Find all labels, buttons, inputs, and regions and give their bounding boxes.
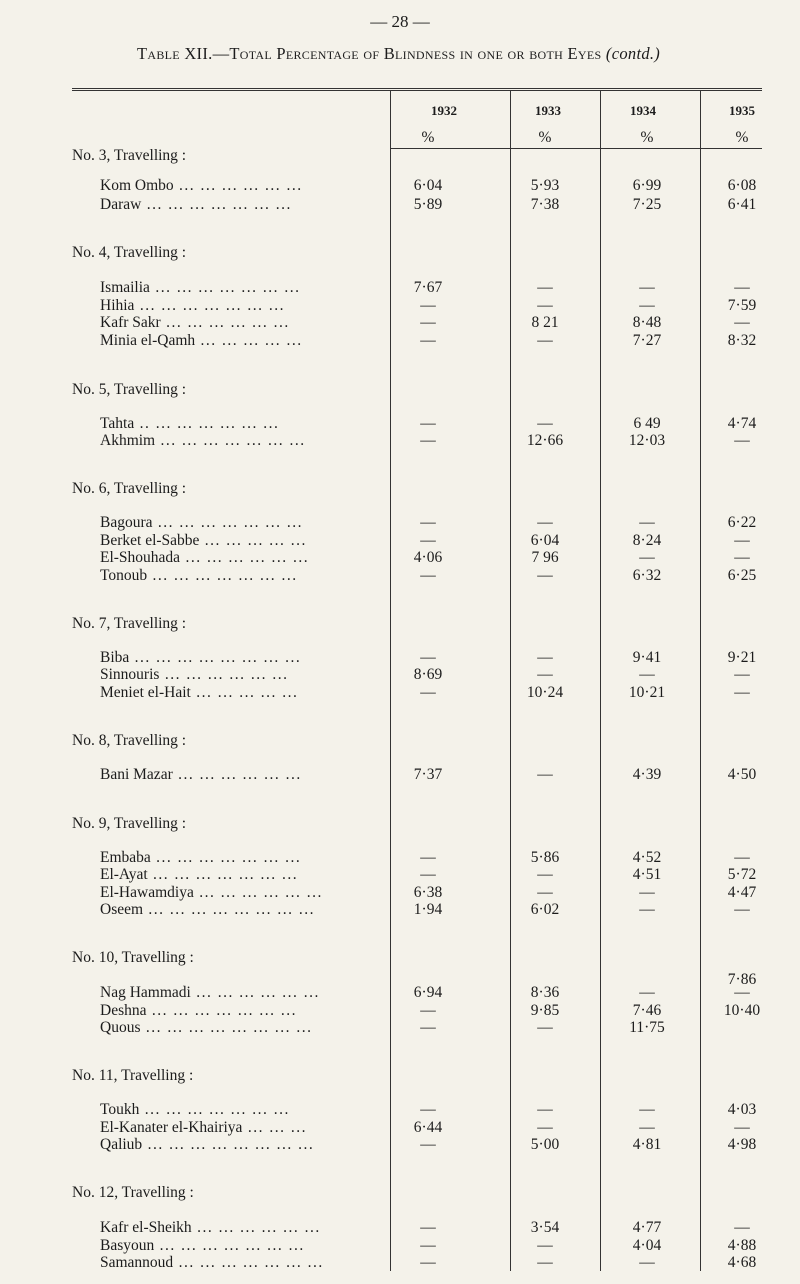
place-label: Qaliub [100, 1136, 143, 1153]
cell-1935: 4·50 [727, 766, 757, 783]
place-name [100, 684, 298, 702]
cell-1933: — [537, 866, 553, 883]
cell-1932: — [420, 849, 436, 866]
cell-1935: — [734, 432, 750, 449]
cell-1935: — [734, 901, 750, 918]
group-label: No. 3, Travelling : [72, 147, 187, 164]
cell-1934: 9·41 [632, 649, 662, 666]
table-row [0, 866, 800, 886]
cell-1932: — [420, 684, 436, 701]
title-suffix: (contd.) [605, 44, 661, 63]
group-heading-row [0, 1184, 800, 1204]
place-name [100, 432, 306, 450]
leader-dots: ... ... ... ... ... ... ... ... [140, 1019, 313, 1036]
cell-1935: 4·88 [727, 1237, 757, 1254]
cell-1933: — [537, 766, 553, 783]
table-row [0, 514, 800, 534]
group-label: No. 11, Travelling : [72, 1067, 194, 1084]
group-label: No. 12, Travelling : [72, 1184, 194, 1201]
place-label: Minia el-Qamh [100, 332, 196, 349]
place-label: Kafr el-Sheikh [100, 1219, 192, 1236]
unit-row [0, 129, 800, 149]
cell-1932: — [420, 1219, 436, 1236]
cell-1933: — [537, 567, 553, 584]
cell-1932: — [420, 432, 436, 449]
cell-1932: — [420, 567, 436, 584]
top-rule [72, 88, 762, 91]
cell-1935: — [734, 984, 750, 1001]
table-row [0, 1219, 800, 1239]
cell-1935: % [735, 129, 749, 146]
cell-1933: % [538, 129, 552, 146]
table-row [0, 984, 800, 1004]
place-label: Basyoun [100, 1237, 155, 1254]
group-heading-row [0, 949, 800, 988]
cell-1935: 7·59 [727, 297, 757, 314]
leader-dots: ... ... ... ... ... ... ... [134, 297, 285, 314]
cell-1932: 1·94 [413, 901, 443, 918]
place-name [100, 532, 307, 550]
place-label: Ismailia [100, 279, 150, 296]
leader-dots: ... ... ... ... ... [195, 332, 303, 349]
table-row [0, 1019, 800, 1039]
place-name [100, 1002, 297, 1020]
cell-1932: — [420, 1254, 436, 1271]
place-label: Samannoud [100, 1254, 174, 1271]
year-header-1933: 1933 [535, 103, 561, 118]
table-row [0, 314, 800, 334]
place-name [100, 1254, 324, 1272]
leader-dots: ... ... ... ... ... ... ... [154, 1237, 305, 1254]
leader-dots: ... ... ... ... ... ... [160, 314, 290, 331]
cell-1935: 6·22 [727, 514, 757, 531]
cell-1933: — [537, 649, 553, 666]
group-heading-row [0, 732, 800, 752]
cell-1932: — [420, 1136, 436, 1153]
cell-1934: — [639, 297, 655, 314]
cell-1934: — [639, 279, 655, 296]
place-name [100, 1136, 314, 1154]
cell-1932: 4·06 [413, 549, 443, 566]
leader-dots: ... ... ... ... ... ... ... [141, 196, 292, 213]
cell-1934: % [640, 129, 654, 146]
leader-dots: ... ... ... ... ... ... ... [146, 1002, 297, 1019]
cell-1935: — [734, 684, 750, 701]
place-label: Bagoura [100, 514, 153, 531]
cell-1932: 8·69 [413, 666, 443, 683]
place-label: Berket el-Sabbe [100, 532, 200, 549]
place-label: El-Hawamdiya [100, 884, 194, 901]
cell-1933: — [537, 1019, 553, 1036]
table-row [0, 432, 800, 452]
cell-1932: — [420, 532, 436, 549]
cell-1935: 6·25 [727, 567, 757, 584]
table-row [0, 1254, 800, 1274]
place-name [100, 1101, 290, 1119]
cell-1935: 9·21 [727, 649, 757, 666]
cell-1935: 4·74 [727, 415, 757, 432]
cell-1934: 12·03 [628, 432, 666, 449]
cell-1933: — [537, 1101, 553, 1118]
place-label: El-Kanater el-Khairiya [100, 1119, 243, 1136]
cell-1933: — [537, 279, 553, 296]
group-label: No. 5, Travelling : [72, 381, 187, 398]
year-header-1932: 1932 [431, 103, 457, 118]
cell-1935: 6·41 [727, 196, 757, 213]
place-name [100, 1119, 307, 1137]
place-name [100, 549, 309, 567]
table-row [0, 684, 800, 704]
leader-dots: ... ... ... ... ... ... [173, 177, 303, 194]
page-number: — 28 — [370, 12, 430, 31]
leader-dots: ... ... ... ... ... ... ... [173, 1254, 324, 1271]
cell-1935: — [734, 549, 750, 566]
cell-1935: 5·72 [727, 866, 757, 883]
cell-1933: 5·86 [530, 849, 560, 866]
group-heading-row [0, 244, 800, 264]
cell-1934: — [639, 1254, 655, 1271]
leader-dots: ... ... ... ... ... ... [180, 549, 310, 566]
year-header-1935: 1935 [729, 103, 755, 118]
cell-1935: 8·32 [727, 332, 757, 349]
place-name [100, 314, 290, 332]
cell-1933: 12·66 [526, 432, 564, 449]
leader-dots: ... ... ... ... ... ... ... ... [143, 901, 316, 918]
cell-1933: 5·93 [530, 177, 560, 194]
group-label: No. 6, Travelling : [72, 480, 187, 497]
cell-1934: — [639, 901, 655, 918]
cell-1934: 4·04 [632, 1237, 662, 1254]
cell-1935: — [734, 1219, 750, 1236]
group-heading-row [0, 480, 800, 500]
place-name [100, 866, 298, 884]
place-name [100, 415, 279, 433]
cell-1934: — [639, 514, 655, 531]
cell-1932: 6·44 [413, 1119, 443, 1136]
place-name [100, 279, 300, 297]
cell-1933: 9·85 [530, 1002, 560, 1019]
leader-dots: ... ... ... ... ... ... [159, 666, 289, 683]
cell-1934: 4·77 [632, 1219, 662, 1236]
cell-1934: 8·48 [632, 314, 662, 331]
cell-1933: 8·36 [530, 984, 560, 1001]
cell-1935: — [734, 532, 750, 549]
cell-1934: — [639, 1101, 655, 1118]
leader-dots: ... ... ... ... ... ... ... [149, 279, 301, 296]
cell-1935: — [734, 849, 750, 866]
place-label: Quous [100, 1019, 141, 1036]
cell-1934: 6·99 [632, 177, 662, 194]
cell-1932: — [420, 1019, 436, 1036]
cell-1933: 10·24 [526, 684, 564, 701]
cell-1934: — [639, 666, 655, 683]
cell-1932: — [420, 649, 436, 666]
place-label: Daraw [100, 196, 142, 213]
cell-1933: 6·04 [530, 532, 560, 549]
table-row [0, 1101, 800, 1121]
table-row [0, 332, 800, 352]
table-row [0, 666, 800, 686]
cell-1934: 4·39 [632, 766, 662, 783]
cell-1933: — [537, 297, 553, 314]
cell-1933: — [537, 1254, 553, 1271]
cell-1933: 5·00 [530, 1136, 560, 1153]
place-name [100, 849, 301, 867]
leader-dots: ... ... ... ... ... ... [193, 884, 323, 901]
cell-1932: — [420, 314, 436, 331]
place-label: Toukh [100, 1101, 140, 1118]
cell-1932: 6·04 [413, 177, 443, 194]
group-heading-row [0, 381, 800, 401]
place-name [100, 1237, 305, 1255]
cell-1933: 3·54 [530, 1219, 560, 1236]
cell-1935: — [734, 1119, 750, 1136]
cell-1934: 7·25 [632, 196, 662, 213]
cell-1934: 4·52 [632, 849, 662, 866]
cell-1934: 11·75 [629, 1019, 665, 1036]
cell-1933: — [537, 666, 553, 683]
cell-1934: — [639, 984, 655, 1001]
cell-1932: — [420, 866, 436, 883]
group-label: No. 9, Travelling : [72, 815, 187, 832]
cell-1932: — [420, 1237, 436, 1254]
place-name [100, 297, 285, 315]
cell-1933: — [537, 884, 553, 901]
table-row [0, 766, 800, 786]
group-label: No. 4, Travelling : [72, 244, 187, 261]
place-name [100, 567, 298, 585]
place-label: Tonoub [100, 567, 148, 584]
leader-dots: ... ... ... ... ... ... [190, 984, 320, 1001]
leader-dots: ... ... ... ... ... ... [191, 1219, 321, 1236]
leader-dots: .. ... ... ... ... ... ... [134, 415, 280, 432]
place-label: Kom Ombo [100, 177, 174, 194]
place-label: Kafr Sakr [100, 314, 161, 331]
cell-1935: 4·03 [727, 1101, 757, 1118]
cell-1934: — [639, 1119, 655, 1136]
place-name [100, 984, 320, 1002]
cell-1933: — [537, 415, 553, 432]
place-label: Hihia [100, 297, 135, 314]
place-label: Akhmim [100, 432, 156, 449]
cell-1934: 7·46 [632, 1002, 662, 1019]
cell-1934: — [639, 549, 655, 566]
cell-1935: 4·68 [727, 1254, 757, 1271]
leader-dots: ... ... ... ... ... ... ... [139, 1101, 290, 1118]
cell-1935: — [734, 314, 750, 331]
cell-1932: — [420, 514, 436, 531]
cell-1933: 8 21 [531, 314, 559, 331]
cell-1932: — [420, 332, 436, 349]
place-label: Biba [100, 649, 130, 666]
cell-1934: — [639, 884, 655, 901]
cell-1932: 5·89 [413, 196, 443, 213]
table-title [137, 44, 660, 64]
cell-1932: — [420, 297, 436, 314]
cell-1935: 4·47 [727, 884, 757, 901]
place-label: El-Ayat [100, 866, 148, 883]
place-name [100, 666, 288, 684]
leader-dots: ... ... ... ... ... [190, 684, 299, 701]
place-name [100, 766, 302, 784]
place-label: Nag Hammadi [100, 984, 191, 1001]
place-label: Sinnouris [100, 666, 160, 683]
cell-1934: 10·21 [628, 684, 666, 701]
cell-1933: — [537, 1119, 553, 1136]
cell-1932: 7·67 [413, 279, 443, 296]
place-name [100, 332, 303, 350]
cell-1935: — [734, 279, 750, 296]
group-label: No. 8, Travelling : [72, 732, 187, 749]
table-row [0, 196, 800, 216]
cell-1932: % [421, 129, 435, 146]
title-prefix: Table XII.—Total Percentage of Blindness in one or both Eyes [137, 44, 602, 63]
cell-1932: 6·38 [413, 884, 443, 901]
leader-dots: ... ... ... [242, 1119, 307, 1136]
cell-1932: — [420, 1101, 436, 1118]
leader-dots: ... ... ... ... ... [199, 532, 307, 549]
place-label: Deshna [100, 1002, 147, 1019]
cell-1933: 7·38 [530, 196, 560, 213]
group-heading-row [0, 147, 800, 167]
place-name [100, 649, 301, 667]
cell-1935: 6·08 [727, 177, 757, 194]
cell-1934: 6·32 [632, 567, 662, 584]
leader-dots: ... ... ... ... ... ... ... [147, 567, 298, 584]
cell-1933: 6·02 [530, 901, 560, 918]
group-heading-row [0, 815, 800, 835]
place-name [100, 514, 303, 532]
group-label: No. 10, Travelling : [72, 949, 194, 966]
table-row [0, 177, 800, 197]
cell-1935: 10·40 [723, 1002, 761, 1019]
cell-1935: — [734, 666, 750, 683]
cell-1932: — [420, 1002, 436, 1019]
table-row [0, 901, 800, 921]
place-label: Embaba [100, 849, 151, 866]
cell-1934: 6 49 [633, 415, 661, 432]
place-label: El-Shouhada [100, 549, 181, 566]
cell-1933: — [537, 514, 553, 531]
table-row [0, 1136, 800, 1156]
place-name [100, 196, 292, 214]
cell-1932: — [420, 415, 436, 432]
year-header-1934: 1934 [630, 103, 656, 118]
place-name [100, 177, 303, 195]
cell-1932: 6·94 [413, 984, 443, 1001]
leader-dots: ... ... ... ... ... ... ... ... [129, 649, 302, 666]
place-label: Tahta [100, 415, 135, 432]
leader-dots: ... ... ... ... ... ... ... ... [142, 1136, 315, 1153]
cell-1935: 4·98 [727, 1136, 757, 1153]
cell-1934: 7·27 [632, 332, 662, 349]
cell-1933: 7 96 [531, 549, 559, 566]
leader-dots: ... ... ... ... ... ... ... [150, 849, 302, 866]
cell-1934: 4·81 [632, 1136, 662, 1153]
table-row [0, 567, 800, 587]
place-name [100, 884, 323, 902]
place-label: Bani Mazar [100, 766, 173, 783]
place-name [100, 901, 315, 919]
cell-1933: — [537, 1237, 553, 1254]
place-name [100, 1019, 312, 1037]
leader-dots: ... ... ... ... ... ... ... [147, 866, 299, 883]
group-heading-row [0, 1067, 800, 1087]
table-row [0, 549, 800, 569]
leader-dots: ... ... ... ... ... ... ... [155, 432, 306, 449]
group-label: No. 7, Travelling : [72, 615, 187, 632]
leader-dots: ... ... ... ... ... ... ... [152, 514, 304, 531]
table-row [0, 279, 800, 299]
cell-1935: 7·86 [727, 971, 757, 988]
cell-1934: 8·24 [632, 532, 662, 549]
place-label: Meniet el-Hait [100, 684, 191, 701]
cell-1934: 4·51 [632, 866, 662, 883]
place-label: Oseem [100, 901, 144, 918]
group-heading-row [0, 615, 800, 635]
cell-1932: 7·37 [413, 766, 443, 783]
place-name [100, 1219, 321, 1237]
cell-1933: — [537, 332, 553, 349]
leader-dots: ... ... ... ... ... ... [172, 766, 302, 783]
